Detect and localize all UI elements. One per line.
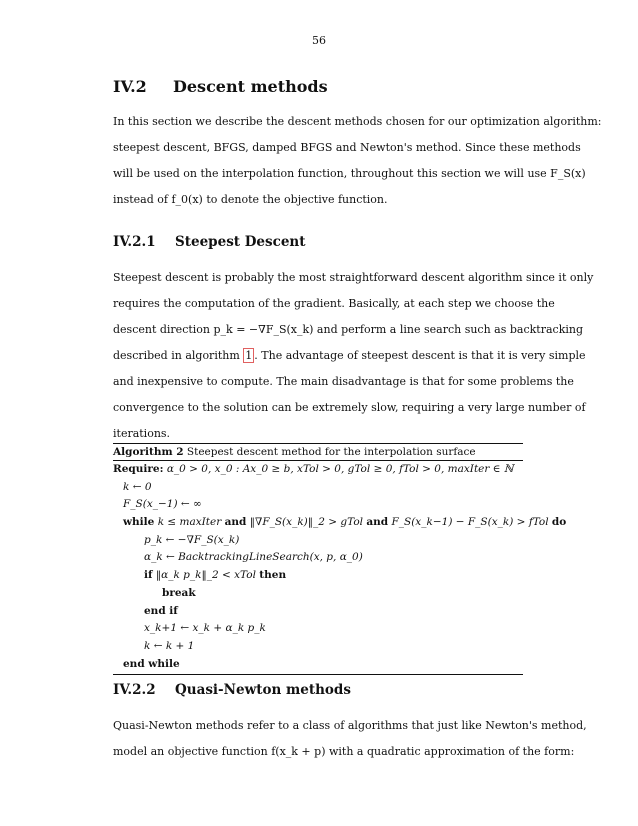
steepest-line-1: Steepest descent is probably the most straightforward descent algorithm since it only — [113, 271, 594, 284]
algorithm-require — [113, 461, 523, 479]
algorithm-line-2: F_S(x_−1) ← ∞ — [123, 498, 202, 511]
and-keyword-1: and — [224, 516, 247, 529]
intro-line-1: In this section we describe the descent methods chosen for our optimization algorithm: — [113, 115, 602, 128]
require-text: α_0 > 0, x_0 : Ax_0 ≥ b, xTol > 0, gTol ≥ 0, fTol > 0, maxIter ∈ ℕ — [166, 463, 514, 475]
algorithm-caption — [113, 444, 523, 461]
then-keyword: then — [259, 569, 287, 582]
algorithm-bottom-rule — [113, 674, 523, 675]
steepest-line-5: and inexpensive to compute. The main disadvantage is that for some problems the — [113, 375, 574, 388]
subsection-heading-steepest — [113, 234, 306, 250]
algorithm-end-if: end if — [144, 604, 178, 617]
while-cond-1: k ≤ maxIter — [157, 516, 222, 529]
algorithm-end-while: end while — [123, 657, 180, 670]
steepest-line-4 — [113, 343, 586, 369]
quasi-line-1: Quasi-Newton methods refer to a class of algorithms that just like Newton's method, — [113, 719, 587, 732]
intro-line-4: instead of f_0(x) to denote the objective function. — [113, 193, 388, 206]
subsection-title-2: Quasi-Newton methods — [175, 682, 351, 698]
subsection-number: IV.2.1 — [113, 234, 156, 250]
algorithm-label: Algorithm 2 — [113, 446, 184, 458]
while-keyword: while — [123, 516, 155, 529]
algorithm-if — [113, 567, 523, 585]
algorithm-reference-link[interactable]: 1 — [245, 349, 253, 362]
steepest-line-4a: described in algorithm — [113, 349, 244, 362]
intro-line-2: steepest descent, BFGS, damped BFGS and Newton's method. Since these methods — [113, 141, 581, 154]
if-cond: ‖α_k p_k‖_2 < xTol — [155, 569, 256, 582]
and-keyword-2: and — [366, 516, 389, 529]
subsection-number-2: IV.2.2 — [113, 682, 156, 698]
steepest-line-2: requires the computation of the gradient. Basically, at each step we choose the — [113, 297, 555, 310]
steepest-line-3: descent direction p_k = −∇F_S(x_k) and perform a line search such as backtracking — [113, 323, 583, 336]
algorithm-box — [113, 443, 567, 675]
steepest-line-7: iterations. — [113, 427, 171, 440]
section-number: IV.2 — [113, 77, 147, 96]
algorithm-line-1: k ← 0 — [123, 480, 152, 493]
page-number: 56 — [312, 34, 326, 47]
require-keyword: Require: — [113, 463, 164, 475]
while-cond-3: F_S(x_k−1) − F_S(x_k) > fTol — [391, 516, 549, 529]
intro-paragraph — [113, 109, 602, 213]
algorithm-while — [113, 514, 567, 532]
do-keyword: do — [551, 516, 567, 529]
subsection-title: Steepest Descent — [175, 234, 306, 250]
section-title: Descent methods — [173, 77, 328, 96]
quasi-newton-paragraph — [113, 713, 587, 765]
algorithm-line-10: k ← k + 1 — [144, 639, 195, 652]
algorithm-line-5: α_k ← BacktrackingLineSearch(x, p, α_0) — [144, 551, 363, 564]
quasi-line-2: model an objective function f(x_k + p) with a quadratic approximation of the form: — [113, 745, 575, 758]
algorithm-line-4: p_k ← −∇F_S(x_k) — [144, 533, 240, 546]
subsection-heading-quasi-newton — [113, 682, 351, 698]
steepest-line-4b: . The advantage of steepest descent is that it is very simple — [254, 349, 586, 362]
section-heading — [113, 77, 328, 96]
steepest-line-6: convergence to the solution can be extremely slow, requiring a very large number of — [113, 401, 586, 414]
if-keyword: if — [144, 569, 153, 582]
algorithm-break: break — [162, 586, 196, 599]
intro-line-3: will be used on the interpolation function, throughout this section we will use F_S(x) — [113, 167, 586, 180]
while-cond-2: ‖∇F_S(x_k)‖_2 > gTol — [249, 516, 364, 529]
algorithm-line-9: x_k+1 ← x_k + α_k p_k — [144, 622, 266, 635]
algorithm-caption-text: Steepest descent method for the interpolation surface — [186, 446, 476, 458]
steepest-paragraph — [113, 265, 594, 447]
